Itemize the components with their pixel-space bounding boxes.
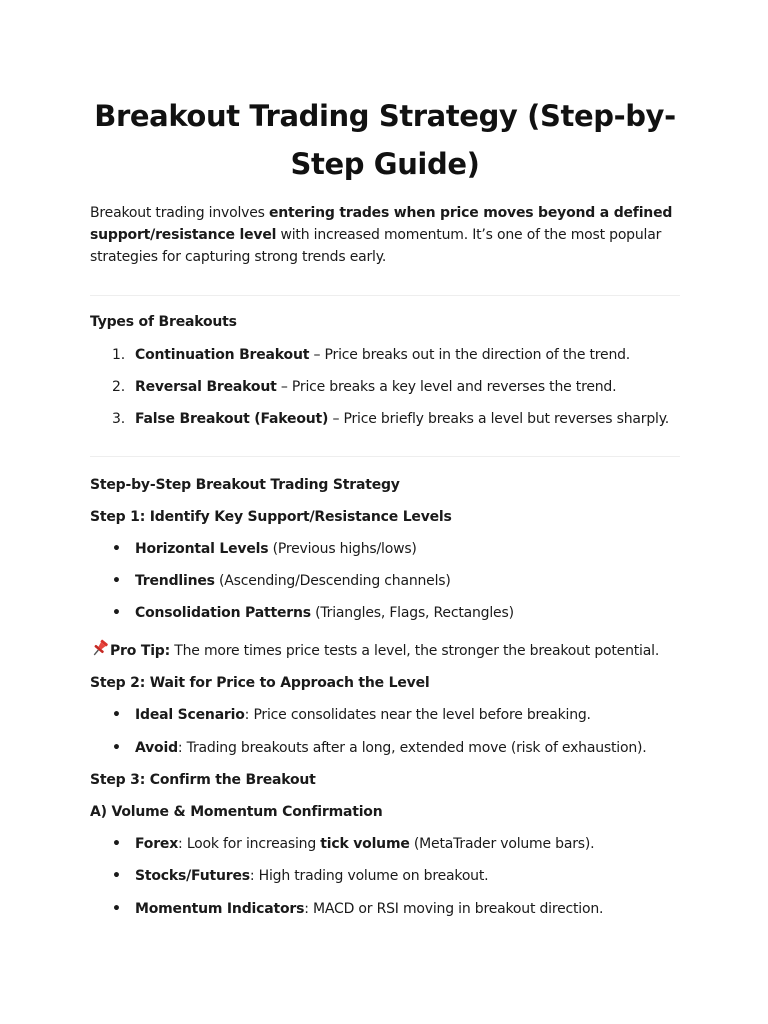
item-text: (Previous highs/lows) (268, 541, 417, 557)
intro-text-bold: entering trades when price moves beyond a defined support/resistance level (90, 205, 673, 243)
volume-momentum-heading: A) Volume & Momentum Confirmation (90, 804, 383, 820)
item-text: – Price breaks out in the direction of the trend. (309, 347, 631, 363)
item-text: : MACD or RSI moving in breakout direction. (304, 901, 604, 917)
intro-text-a: Breakout trading involves (90, 205, 269, 221)
list-item (90, 834, 680, 854)
step-3-heading: Step 3: Confirm the Breakout (90, 772, 316, 788)
section-divider (90, 456, 680, 457)
list-item (90, 539, 680, 559)
list-item (90, 377, 680, 397)
list-number: 3. (112, 411, 125, 427)
step-1-heading: Step 1: Identify Key Support/Resistance Levels (90, 509, 452, 525)
bullet: • (112, 836, 121, 852)
item-bold: Momentum Indicators (135, 901, 305, 917)
item-bold: Stocks/Futures (135, 868, 250, 884)
intro-paragraph (90, 202, 680, 268)
item-bold: Continuation Breakout (135, 347, 310, 363)
list-item (90, 705, 680, 725)
item-text: – Price briefly breaks a level but reverses sharply. (328, 411, 670, 427)
item-text: : High trading volume on breakout. (249, 868, 489, 884)
list-item (90, 345, 680, 365)
title-line-2: Step Guide) (290, 147, 480, 181)
list-item (90, 738, 680, 758)
section-divider (90, 295, 680, 296)
list-number: 1. (112, 347, 125, 363)
list-item (90, 603, 680, 623)
bullet: • (112, 573, 121, 589)
intro-text-c: with increased momentum. It’s one of the most popular strategies for capturing strong trends early. (90, 227, 662, 265)
item-text: : Price consolidates near the level before breaking. (244, 707, 591, 723)
item-bold: tick volume (320, 836, 410, 852)
pro-tip-text: The more times price tests a level, the stronger the breakout potential. (170, 643, 660, 659)
types-heading: Types of Breakouts (90, 314, 237, 330)
item-bold: Reversal Breakout (135, 379, 277, 395)
item-text: (MetaTrader volume bars). (409, 836, 595, 852)
item-bold: Forex (135, 836, 179, 852)
item-text: (Triangles, Flags, Rectangles) (310, 605, 514, 621)
page-title (90, 92, 680, 188)
bullet: • (112, 740, 121, 756)
step-2-heading: Step 2: Wait for Price to Approach the Level (90, 675, 430, 691)
item-text: : Look for increasing (178, 836, 321, 852)
pushpin-icon (90, 638, 110, 656)
pro-tip (90, 638, 680, 661)
list-item (90, 866, 680, 886)
bullet: • (112, 541, 121, 557)
item-text: – Price breaks a key level and reverses the trend. (276, 379, 617, 395)
item-bold: Trendlines (135, 573, 215, 589)
document-page (90, 92, 680, 919)
list-item (90, 899, 680, 919)
item-text: (Ascending/Descending channels) (214, 573, 451, 589)
bullet: • (112, 605, 121, 621)
item-bold: Avoid (135, 740, 178, 756)
item-bold: False Breakout (Fakeout) (135, 411, 329, 427)
bullet: • (112, 707, 121, 723)
item-bold: Consolidation Patterns (135, 605, 311, 621)
item-text: : Trading breakouts after a long, extended move (risk of exhaustion). (177, 740, 647, 756)
item-bold: Horizontal Levels (135, 541, 269, 557)
list-item (90, 571, 680, 591)
list-item (90, 409, 680, 429)
bullet: • (112, 901, 121, 917)
bullet: • (112, 868, 121, 884)
strategy-heading: Step-by-Step Breakout Trading Strategy (90, 477, 400, 493)
list-number: 2. (112, 379, 125, 395)
item-bold: Ideal Scenario (135, 707, 245, 723)
pro-tip-label: Pro Tip: (110, 643, 171, 659)
title-line-1: Breakout Trading Strategy (Step-by- (94, 99, 676, 133)
